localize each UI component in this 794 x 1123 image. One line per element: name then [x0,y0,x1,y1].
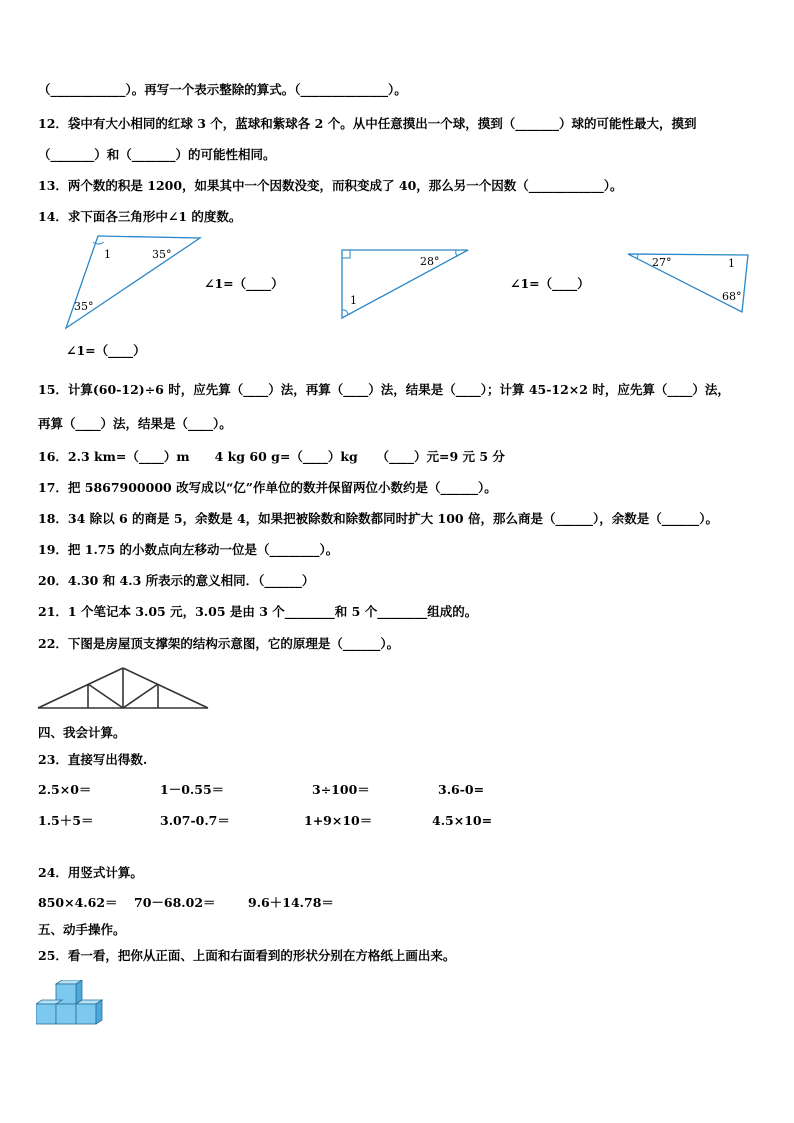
t3-label-c: 68° [722,290,742,303]
q24-item-2: 70－68.02＝ [134,895,216,910]
q18-text: 18．34 除以 6 的商是 5，余数是 4，如果把被除数和除数都同时扩大 100 倍，那么商是（______），余数是（______）。 [38,511,718,526]
q17-text: 17．把 5867900000 改写成以“亿”作单位的数并保留两位小数约是（______）。 [38,480,497,495]
t2-answer: ∠1=（____） [510,276,590,291]
t1-answer: ∠1=（____） [204,276,284,291]
q14-text: 14．求下面各三角形中∠1 的度数。 [38,209,242,224]
q23-r2-c3: 1+9×10＝ [304,813,373,828]
q24-title: 24．用竖式计算。 [38,865,143,880]
q19-text: 19．把 1.75 的小数点向左移动一位是（________）。 [38,542,339,557]
triangle-2-figure [338,246,473,322]
q23-title: 23．直接写出得数. [38,752,148,767]
q11-continuation: （____________）。再写一个表示整除的算式。（______________）。 [38,82,407,97]
q23-r2-c2: 3.07-0.7＝ [160,813,230,828]
q16-text: 16．2.3 km=（____）m 4 kg 60 g=（____）kg （____）元=9 元 5 分 [38,449,505,464]
q21-text: 21．1 个笔记本 3.05 元，3.05 是由 3 个________和 5 个________组成的。 [38,604,478,619]
q23-r2-c4: 4.5×10= [432,813,493,828]
q12-line1: 12．袋中有大小相同的红球 3 个，蓝球和紫球各 2 个。从中任意摸出一个球，摸到（_______）球的可能性最大，摸到 [38,116,697,131]
cube-stack-figure [36,980,110,1026]
t2-label-b: 1 [350,294,357,307]
t3-label-b: 1 [728,257,735,270]
q15-line1: 15．计算(60-12)÷6 时，应先算（____）法，再算（____）法，结果是（____）；计算 45-12×2 时，应先算（____）法， [38,382,730,397]
section-4-title: 四、我会计算。 [38,725,126,740]
t3-label-a: 27° [652,256,672,269]
t1-label-b: 35° [152,248,172,261]
q23-r1-c4: 3.6-0= [438,782,485,797]
q22-text: 22．下图是房屋顶支撑架的结构示意图，它的原理是（______）。 [38,636,400,651]
t1-label-a: 1 [104,248,111,261]
q13-text: 13．两个数的积是 1200，如果其中一个因数没变，而积变成了 40，那么另一个因数（____________）。 [38,178,623,193]
q24-item-3: 9.6＋14.78＝ [248,895,334,910]
q23-r1-c2: 1－0.55＝ [160,782,225,797]
triangle-1-figure [60,232,205,332]
q23-r1-c3: 3÷100＝ [312,782,370,797]
t2-label-a: 28° [420,255,440,268]
q23-r2-c1: 1.5＋5＝ [38,813,94,828]
q12-line2: （_______）和（_______）的可能性相同。 [38,147,276,162]
t1-answer-lower: ∠1=（____） [66,343,146,358]
roof-truss-figure [36,664,212,712]
q25-text: 25．看一看，把你从正面、上面和右面看到的形状分别在方格纸上画出来。 [38,948,456,963]
q20-text: 20．4.30 和 4.3 所表示的意义相同．（______） [38,573,315,588]
q24-item-1: 850×4.62＝ [38,895,118,910]
section-5-title: 五、动手操作。 [38,922,126,937]
q15-line2: 再算（____）法，结果是（____）。 [38,416,232,431]
t1-label-c: 35° [74,300,94,313]
triangle-3-figure [624,250,752,316]
q23-r1-c1: 2.5×0＝ [38,782,92,797]
